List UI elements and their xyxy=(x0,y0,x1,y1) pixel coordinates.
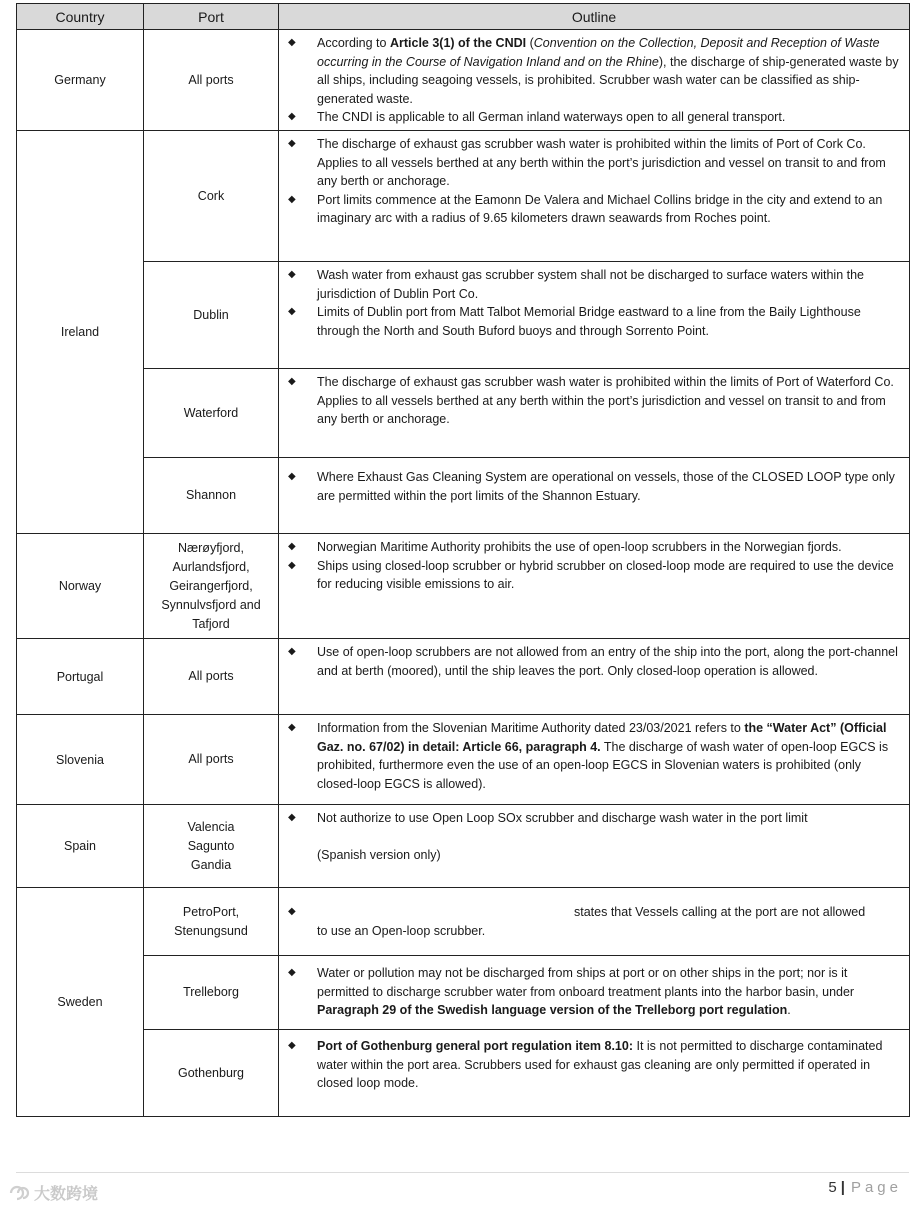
bullet-item: ◆ Where Exhaust Gas Cleaning System are operational on vessels, those of the CLOSED LOOP type only are permitted within the port limits of the Shannon Estuary. xyxy=(288,470,895,503)
outline-cell-slovenia xyxy=(279,715,910,805)
outline-cell-portugal xyxy=(279,639,910,715)
bullet-item: ◆ Use of open-loop scrubbers are not allowed from an entry of the ship into the port, along the port-channel and at berth (moored), until the ship leaves the port. Only closed-loop operation is allowed. xyxy=(288,645,898,678)
table-row-sweden-petroport xyxy=(17,888,910,956)
outline-cell-petroport xyxy=(279,888,910,956)
header-port: Port xyxy=(144,4,279,30)
diamond-bullet-icon: ◆ xyxy=(288,111,296,123)
table-row-portugal xyxy=(17,639,910,715)
country-cell-spain: Spain xyxy=(17,805,144,888)
page-separator: | xyxy=(840,1179,845,1196)
table-row-sweden-trelleborg xyxy=(17,956,910,1030)
diamond-bullet-icon: ◆ xyxy=(288,269,296,280)
port-cell-norway-fjords: Nærøyfjord, Aurlandsfjord, Geirangerfjord, Synnulvsfjord and Tafjord xyxy=(144,534,279,639)
outline-cell-dublin xyxy=(279,262,910,369)
bullet-item: ◆ Port limits commence at the Eamonn De Valera and Michael Collins bridge in the city and extend to an imaginary arc with a radius of 9.65 kilometers drawn seawards from Roches point. xyxy=(288,192,883,226)
port-cell-slovenia-all-ports: All ports xyxy=(144,715,279,805)
footer-divider xyxy=(16,1172,909,1173)
bullet-item: ◆ The discharge of exhaust gas scrubber wash water is prohibited within the limits of Port of Waterford Co. Applies to all vessels berthed at any berth within the port’s jurisdiction and vessel on transit to and from any berth or anchorage. xyxy=(288,375,894,427)
port-cell-dublin: Dublin xyxy=(144,262,279,369)
bullet-item: ◆ Limits of Dublin port from Matt Talbot Memorial Bridge eastward to a line from the Baily Lighthouse through the North and South Buford buoys and through Sorrento Point. xyxy=(288,305,861,338)
bullet-item: ◆ Not authorize to use Open Loop SOx scrubber and discharge wash water in the port limit xyxy=(288,809,899,828)
bullet-item: ◆ Wash water from exhaust gas scrubber system shall not be discharged to surface waters within the jurisdiction of Dublin Port Co. xyxy=(288,268,865,301)
port-cell-cork: Cork xyxy=(144,131,279,262)
port-cell-germany-all-ports: All ports xyxy=(144,30,279,131)
outline-cell-trelleborg xyxy=(279,956,910,1030)
table-row-sweden-gothenburg xyxy=(17,1030,910,1117)
page-label: Page xyxy=(850,1179,902,1196)
bullet-item: ◆ The discharge of exhaust gas scrubber wash water is prohibited within the limits of Port of Cork Co. Applies to all vessels berthed at any berth within the port’s jurisdiction and vessel on transit to and from any berth or anchorage. xyxy=(288,137,886,189)
country-cell-ireland: Ireland xyxy=(17,131,144,534)
diamond-bullet-icon: ◆ xyxy=(288,37,296,48)
country-cell-sweden: Sweden xyxy=(17,888,144,1117)
bullet-item: ◆ Norwegian Maritime Authority prohibits the use of open-loop scrubbers in the Norwegian fjords. xyxy=(288,538,899,557)
diamond-bullet-icon: ◆ xyxy=(288,722,296,733)
spain-note: (Spanish version only) xyxy=(317,847,441,862)
table-row-ireland-waterford xyxy=(17,369,910,458)
port-cell-gothenburg: Gothenburg xyxy=(144,1030,279,1117)
port-cell-shannon: Shannon xyxy=(144,458,279,534)
diamond-bullet-icon: ◆ xyxy=(288,559,296,571)
outline-cell-spain xyxy=(279,805,910,888)
watermark-logo-icon xyxy=(8,1184,30,1202)
diamond-bullet-icon: ◆ xyxy=(288,541,296,552)
outline-cell-norway xyxy=(279,534,910,639)
bullet-item: ◆ According to Article 3(1) of the CNDI (Convention on the Collection, Deposit and Reception of Waste occurring in the Course of Navigation Inland and on the Rhine), the discharge of ship-generated waste by all ships, including seagoing vessels, is prohibited. Scrubber wash water can be classified as ship-generated waste. xyxy=(288,36,899,106)
header-outline: Outline xyxy=(279,4,910,30)
table-row-ireland-dublin xyxy=(17,262,910,369)
diamond-bullet-icon: ◆ xyxy=(288,812,296,823)
outline-cell-gothenburg xyxy=(279,1030,910,1117)
port-cell-portugal-all-ports: All ports xyxy=(144,639,279,715)
country-cell-germany: Germany xyxy=(17,30,144,131)
port-cell-spain: Valencia Sagunto Gandia xyxy=(144,805,279,888)
page-number-footer xyxy=(828,1179,902,1196)
country-cell-slovenia: Slovenia xyxy=(17,715,144,805)
table-row-ireland-shannon xyxy=(17,458,910,534)
diamond-bullet-icon: ◆ xyxy=(288,138,296,149)
bullet-item: ◆ Information from the Slovenian Maritime Authority dated 23/03/2021 refers to the “Water Act” (Official Gaz. no. 67/02) in detail: Article 66, paragraph 4. The discharge of wash water of open-loop EGCS is prohibited, furthermore even the use of an open-loop EGCS in Slovenian waters is prohibited (only closed-loop EGCS is allowed). xyxy=(288,721,889,791)
outline-cell-cork xyxy=(279,131,910,262)
table-row-germany xyxy=(17,30,910,131)
bullet-item: ◆ Water or pollution may not be discharged from ships at port or on other ships in the port; nor is it permitted to discharge scrubber water from onboard treatment plants into the harbor basin, under Paragraph 29 of the Swedish language version of the Trelleborg port regulation. xyxy=(288,966,855,1018)
port-cell-trelleborg: Trelleborg xyxy=(144,956,279,1030)
table-row-ireland-cork xyxy=(17,131,910,262)
bullet-item: ◆ The CNDI is applicable to all German inland waterways open to all general transport. xyxy=(288,108,899,127)
header-country: Country xyxy=(17,4,144,30)
diamond-bullet-icon: ◆ xyxy=(288,376,296,387)
diamond-bullet-icon: ◆ xyxy=(288,193,296,205)
outline-cell-waterford xyxy=(279,369,910,458)
bullet-item: ◆ Port of Gothenburg general port regulation item 8.10: It is not permitted to discharge contaminated water within the port area. Scrubbers used for exhaust gas cleaning are only permitted if operated in closed loop mode. xyxy=(288,1039,883,1091)
outline-cell-germany xyxy=(279,30,910,131)
bullet-item: ◆ Ships using closed-loop scrubber or hybrid scrubber on closed-loop mode are required to use the device for reducing visible emissions to air. xyxy=(288,558,894,592)
outline-cell-shannon xyxy=(279,458,910,534)
bullet-item: ◆ states that Vessels calling at the port are not allowed to use an Open-loop scrubber. xyxy=(288,905,866,938)
diamond-bullet-icon: ◆ xyxy=(288,1040,296,1051)
port-cell-waterford: Waterford xyxy=(144,369,279,458)
page-number: 5 xyxy=(828,1179,837,1196)
table-row-slovenia xyxy=(17,715,910,805)
diamond-bullet-icon: ◆ xyxy=(288,471,296,482)
table-row-spain xyxy=(17,805,910,888)
table-header-row xyxy=(17,4,910,30)
watermark-text: 大数跨境 xyxy=(34,1186,99,1203)
diamond-bullet-icon: ◆ xyxy=(288,906,296,917)
diamond-bullet-icon: ◆ xyxy=(288,967,296,978)
diamond-bullet-icon: ◆ xyxy=(288,306,296,318)
watermark xyxy=(8,1181,98,1204)
diamond-bullet-icon: ◆ xyxy=(288,646,296,657)
regulations-table xyxy=(16,3,910,1117)
country-cell-portugal: Portugal xyxy=(17,639,144,715)
table-row-norway xyxy=(17,534,910,639)
port-cell-petroport: PetroPort, Stenungsund xyxy=(144,888,279,956)
country-cell-norway: Norway xyxy=(17,534,144,639)
